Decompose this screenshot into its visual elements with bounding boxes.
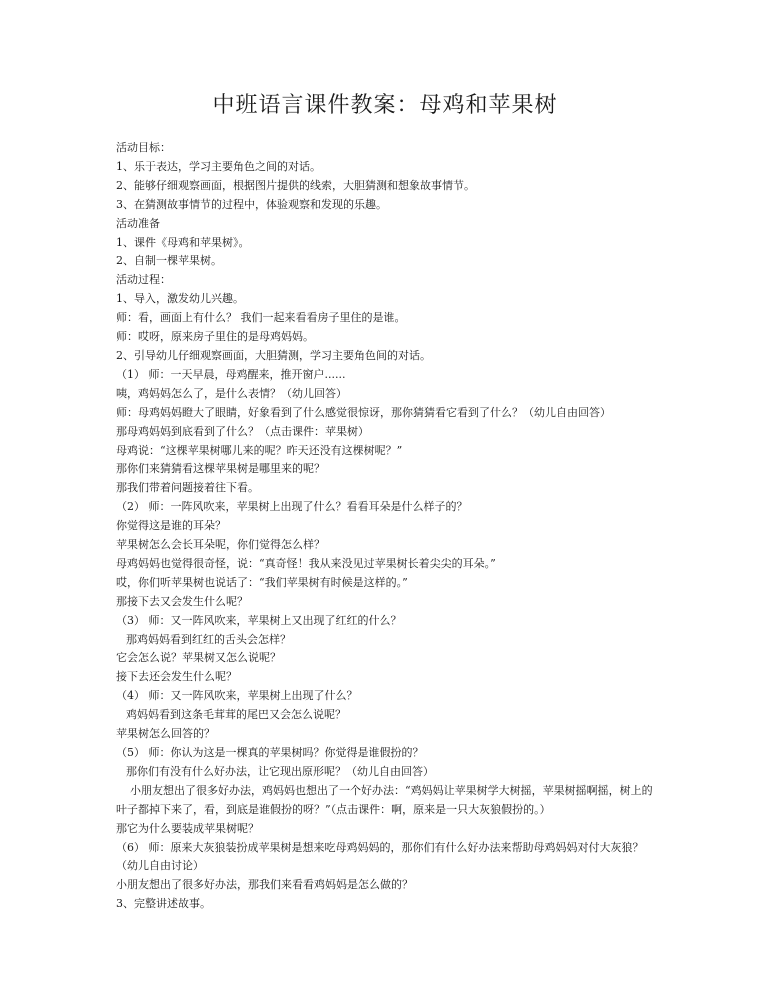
text-line: 1、导入，激发幼儿兴趣。 [116, 292, 244, 306]
text-line: 3、在猜测故事情节的过程中，体验观察和发现的乐趣。 [116, 197, 387, 211]
text-line: 2、引导幼儿仔细观察画面，大胆猜测，学习主要角色间的对话。 [116, 348, 431, 362]
text-line: 师：哎呀，原来房子里住的是母鸡妈妈。 [116, 330, 314, 344]
text-line: 苹果树怎么回答的？ [116, 727, 215, 741]
text-line: 师：母鸡妈妈瞪大了眼睛，好象看到了什么感觉很惊讶，那你猜猜看它看到了什么？（幼儿自由回答） [116, 405, 611, 419]
text-line: 2、能够仔细观察画面，根据图片提供的线索，大胆猜测和想象故事情节。 [116, 178, 475, 192]
text-line: 活动目标： [116, 141, 171, 154]
text-line: （2） 师：一阵风吹来，苹果树上出现了什么？看看耳朵是什么样子的？ [116, 500, 468, 514]
text-paragraph: 小朋友想出了很多好办法，鸡妈妈也想出了一个好办法：“鸡妈妈让苹果树学大树摇，苹果树摇啊摇，树上的叶子都掉下来了，看，到底是谁假扮的呀？”（点击课件：啊，原来是一只大灰狼假扮的。） [116, 783, 653, 816]
text-line: 咦，鸡妈妈怎么了，是什么表情？（幼儿回答） [116, 386, 347, 400]
text-line: 哎，你们听苹果树也说话了：“我们苹果树有时候是这样的。” [116, 575, 408, 589]
text-line: 你觉得这是谁的耳朵？ [116, 519, 226, 533]
text-line: 那鸡妈妈看到红红的舌头会怎样？ [126, 632, 291, 646]
text-line: （1） 师：一天早晨，母鸡醒来，推开窗户...... [116, 367, 346, 381]
text-line: （5） 师：你认为这是一棵真的苹果树吗？你觉得是谁假扮的？ [116, 746, 424, 759]
text-line: 那我们带着问题接着往下看。 [116, 481, 259, 495]
text-line: 那母鸡妈妈到底看到了什么？（点击课件：苹果树） [116, 424, 369, 438]
text-line: （3） 师：又一阵风吹来，苹果树上又出现了红红的什么？ [116, 613, 402, 627]
page-title: 中班语言课件教案：母鸡和苹果树 [212, 93, 558, 118]
text-line: 那它为什么要装成苹果树呢？ [116, 821, 259, 835]
text-line: 2、自制一棵苹果树。 [116, 254, 222, 268]
text-line: 接下去还会发生什么呢？ [116, 670, 237, 684]
text-line: 母鸡说：“这棵苹果树哪儿来的呢？昨天还没有这棵树呢？” [116, 443, 403, 457]
text-line: 小朋友想出了很多好办法，那我们来看看鸡妈妈是怎么做的？ [116, 878, 413, 892]
text-line: 3、完整讲述故事。 [116, 897, 211, 911]
text-line: 鸡妈妈看到这条毛茸茸的尾巴又会怎么说呢？ [126, 708, 346, 722]
text-line: （4） 师：又一阵风吹来，苹果树上出现了什么？ [116, 689, 358, 703]
text-line: 师：看，画面上有什么？ 我们一起来看看房子里住的是谁。 [116, 311, 406, 325]
text-line: 1、课件《母鸡和苹果树》。 [116, 235, 250, 249]
text-line: 那你们有没有什么好办法，让它现出原形呢？（幼儿自由回答） [126, 764, 434, 778]
text-line: 母鸡妈妈也觉得很奇怪，说：“真奇怪！我从来没见过苹果树长着尖尖的耳朵。” [116, 556, 496, 570]
text-line: 那你们来猜猜看这棵苹果树是哪里来的呢？ [116, 462, 325, 476]
text-line: 活动准备 [116, 216, 160, 230]
text-paragraph: （6） 师：原来大灰狼装扮成苹果树是想来吃母鸡妈妈的，那你们有什么好办法来帮助母鸡妈妈对付大灰狼？（幼儿自由讨论） [116, 840, 644, 873]
text-line: 它会怎么说？苹果树又怎么说呢？ [116, 651, 281, 665]
document-body [116, 139, 661, 914]
text-line: 那接下去又会发生什么呢？ [116, 594, 248, 608]
text-line: 1、乐于表达，学习主要角色之间的对话。 [116, 159, 321, 173]
text-line: 活动过程： [116, 273, 171, 287]
text-line: 苹果树怎么会长耳朵呢，你们觉得怎么样？ [116, 538, 325, 552]
